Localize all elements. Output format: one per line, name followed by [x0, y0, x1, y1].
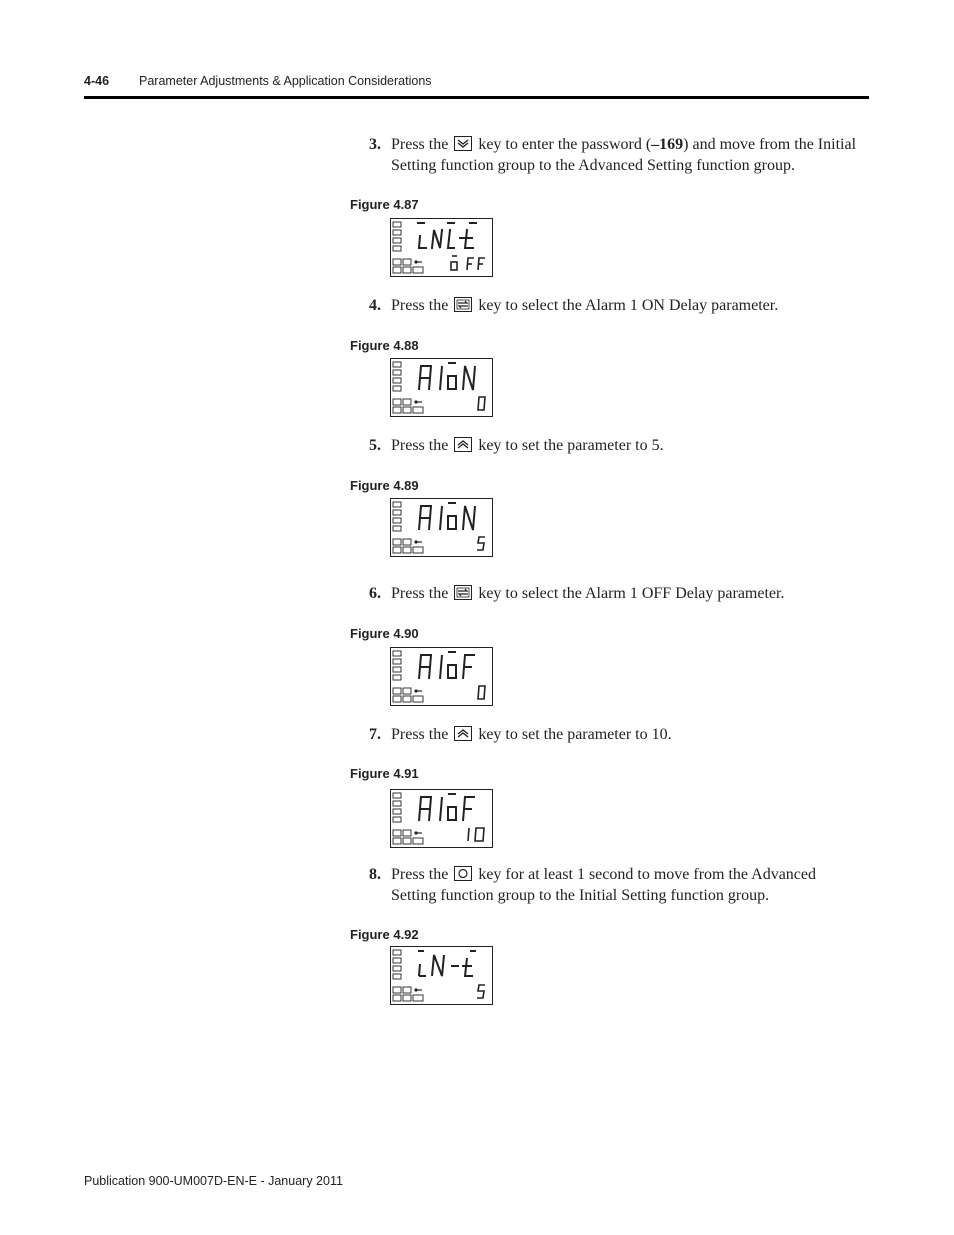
step-7	[369, 724, 869, 745]
step-text: key to set the parameter to 10.	[474, 726, 672, 743]
step-number: 4.	[369, 297, 381, 314]
step-text: ) and move from the Initial	[683, 136, 857, 153]
step-number: 8.	[369, 866, 381, 883]
step-text: Press the	[391, 297, 449, 314]
step-text: key to enter the password (	[474, 136, 652, 153]
controller-display-4-90	[390, 647, 493, 706]
controller-display-4-87	[390, 218, 493, 277]
figure-label: Figure 4.87	[350, 197, 419, 212]
page-number: 4-46	[84, 74, 110, 88]
figure-label: Figure 4.88	[350, 338, 419, 353]
step-3	[369, 134, 869, 176]
step-text: key to set the parameter to 5.	[474, 437, 664, 454]
figure-label: Figure 4.91	[350, 766, 419, 781]
figure-label: Figure 4.92	[350, 927, 419, 942]
publication-footer: Publication 900-UM007D-EN-E - January 2011	[84, 1174, 343, 1188]
step-8	[369, 864, 869, 906]
step-5	[369, 435, 869, 456]
header-rule	[84, 96, 869, 99]
step-6	[369, 583, 869, 604]
password-value: –169	[651, 136, 684, 153]
controller-display-4-91	[390, 789, 493, 848]
figure-label: Figure 4.89	[350, 478, 419, 493]
step-4	[369, 295, 869, 316]
chapter-title: Parameter Adjustments & Application Considerations	[139, 74, 432, 88]
step-text: Press the	[391, 866, 449, 883]
step-number: 5.	[369, 437, 381, 454]
step-text: Press the	[391, 437, 449, 454]
level-key-icon	[454, 866, 472, 881]
controller-display-4-92	[390, 946, 493, 1005]
figure-label: Figure 4.90	[350, 626, 419, 641]
step-text: Press the	[391, 726, 449, 743]
up-key-icon	[454, 726, 472, 741]
step-text: Press the	[391, 585, 449, 602]
step-text: Press the	[391, 136, 449, 153]
mode-key-icon	[454, 297, 472, 312]
step-number: 6.	[369, 585, 381, 602]
step-text: Setting function group to the Advanced Setting function group.	[391, 157, 795, 174]
step-number: 3.	[369, 136, 381, 153]
up-key-icon	[454, 437, 472, 452]
step-number: 7.	[369, 726, 381, 743]
controller-display-4-88	[390, 358, 493, 417]
down-key-icon	[454, 136, 472, 151]
step-text: key to select the Alarm 1 ON Delay parameter.	[474, 297, 779, 314]
step-text: key to select the Alarm 1 OFF Delay parameter.	[474, 585, 785, 602]
step-text: Setting function group to the Initial Setting function group.	[391, 887, 770, 904]
step-text: key for at least 1 second to move from the Advanced	[474, 866, 816, 883]
mode-key-icon	[454, 585, 472, 600]
controller-display-4-89	[390, 498, 493, 557]
